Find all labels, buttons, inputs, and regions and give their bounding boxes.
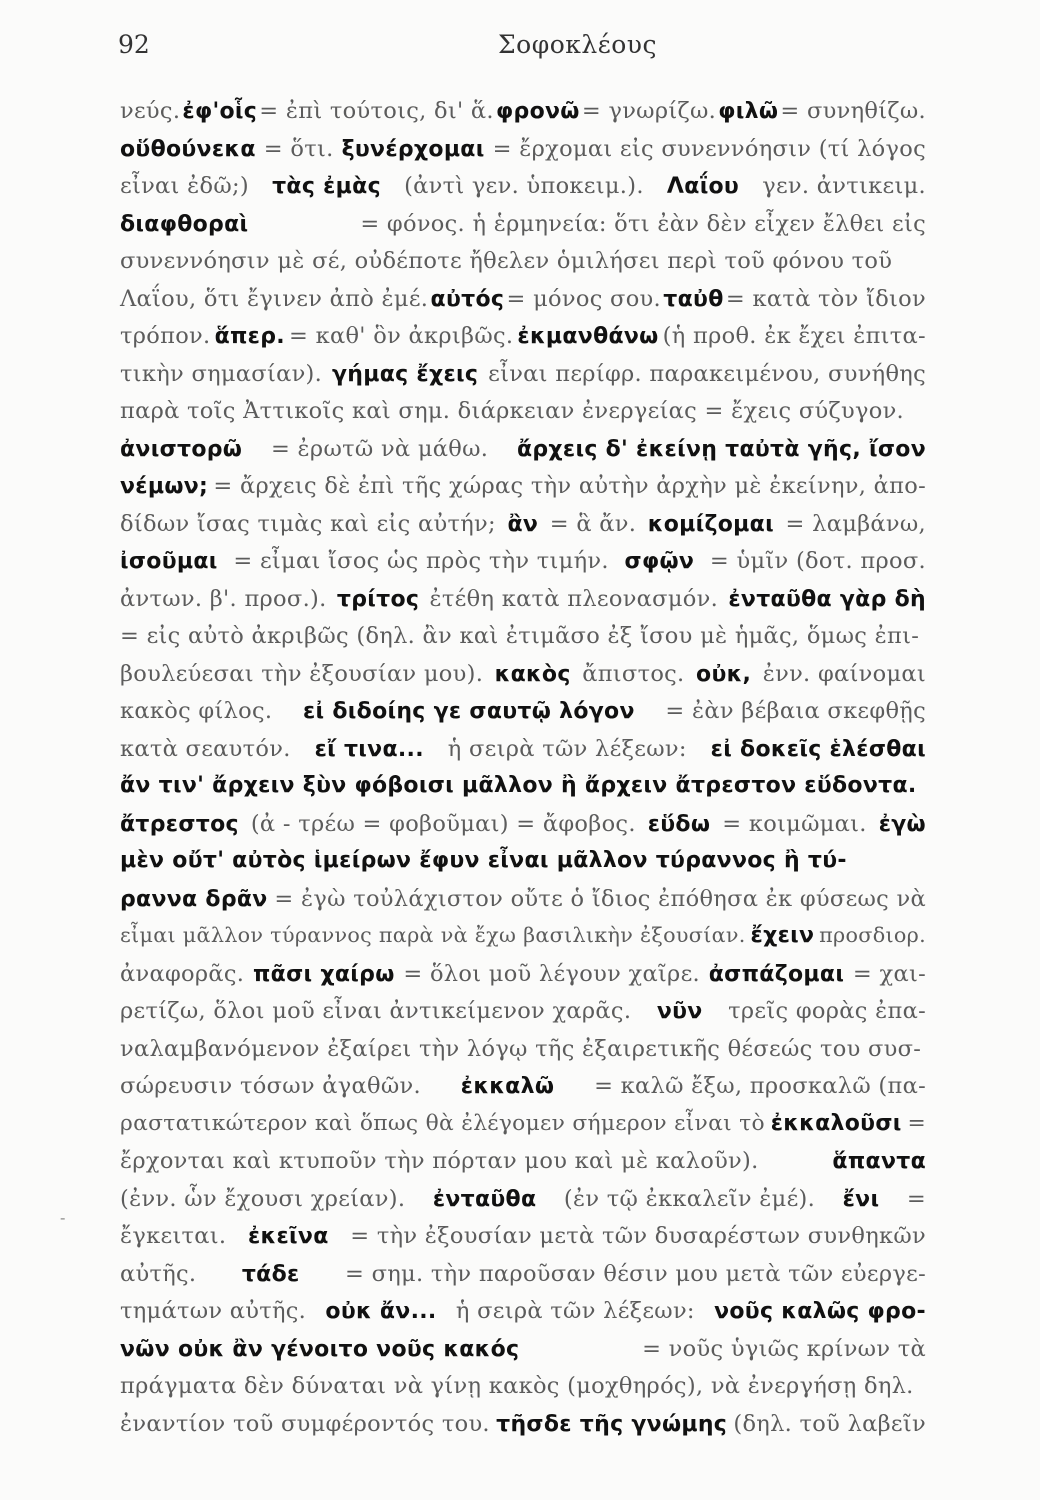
text-line: [120, 923, 926, 961]
lemma: ταὐθ: [663, 286, 724, 312]
gloss: ἡ σειρὰ τῶν λέξεων:: [455, 1298, 695, 1324]
lemma: ἄν τιν' ἄρχειν ξὺν φόβοισι μᾶλλον ἢ ἄρχειν ἄτρεστον εὕδοντα.: [120, 773, 917, 798]
gloss: =: [907, 1110, 926, 1136]
gloss: κατὰ σεαυτόν.: [120, 735, 291, 762]
text-line: [120, 1073, 926, 1111]
gloss: ἐνν. φαίνομαι: [762, 660, 926, 687]
lemma: τάδε: [241, 1261, 300, 1287]
gloss: Λαΐου, ὅτι ἔγινεν ἀπὸ ἐμέ.: [120, 285, 429, 312]
gloss: = νοῦς ὑγιῶς κρίνων τὰ: [642, 1335, 926, 1362]
lemma: ἐκεῖνα: [248, 1224, 329, 1249]
lemma: ἀνιστορῶ: [120, 436, 243, 462]
gloss: προσδιορ.: [819, 923, 926, 947]
text-line: [120, 473, 926, 511]
text-line: [120, 961, 926, 999]
lemma: εἰ διδοίης γε σαυτῷ λόγον: [302, 699, 635, 724]
lemma: τὰς ἐμὰς: [272, 174, 381, 199]
margin-mark: ‐: [60, 1208, 66, 1227]
lemma: διαφθοραὶ: [120, 211, 249, 237]
text-line: [120, 1148, 926, 1186]
gloss: συνεννόησιν μὲ σέ, οὐδέποτε ἤθελεν ὁμιλήσει περὶ τοῦ φόνου τοῦ: [120, 248, 893, 274]
lemma: νέμων;: [120, 474, 209, 499]
gloss: εἶναι ἐδῶ;): [120, 173, 249, 199]
lemma: ἔχειν: [750, 923, 815, 948]
gloss: = τὴν ἐξουσίαν μετὰ τῶν δυσαρέστων συνθηκῶν: [350, 1223, 926, 1249]
text-line: [120, 323, 926, 361]
lemma: νῶν οὐκ ἂν γένοιτο νοῦς κακός: [120, 1336, 520, 1362]
gloss: = ἐπὶ τούτοις, δι' ἅ.: [259, 98, 494, 124]
lemma: νοῦς καλῶς φρο-: [714, 1299, 926, 1324]
gloss: (ἡ προθ. ἐκ ἔχει ἐπιτα-: [662, 323, 926, 349]
text-line: [120, 586, 926, 624]
gloss: ναλαμβανόμενον ἐξαίρει τὴν λόγῳ τῆς ἐξαιρετικῆς θέσεώς του συσ-: [120, 1035, 922, 1062]
text-line: [120, 398, 926, 436]
text-line: [120, 998, 926, 1036]
lemma: ξυνέρχομαι: [341, 136, 485, 162]
text-line: [120, 248, 926, 286]
lemma: μὲν οὔτ' αὐτὸς ἱμείρων ἔφυν εἶναι μᾶλλον τύραννος ἢ τύ-: [120, 848, 847, 873]
lemma: σφῷν: [624, 549, 695, 574]
gloss: αὐτῆς.: [120, 1260, 197, 1287]
text-line: [120, 1336, 926, 1374]
text-line: [120, 736, 926, 774]
gloss: =: [906, 1185, 926, 1212]
lemma: αὐτός: [430, 286, 505, 312]
lemma: ἀσπάζομαι: [708, 961, 845, 987]
gloss: = εἰς αὐτὸ ἀκριβῶς (δηλ. ἂν καὶ ἐτιμᾶσο ἐξ ἴσου μὲ ἡμᾶς, ὅμως ἐπι-: [120, 623, 920, 649]
lemma: τῆσδε τῆς γνώμης: [496, 1411, 728, 1437]
gloss: ραστατικώτερον καὶ ὅπως θὰ ἐλέγομεν σήμερον εἶναι τὸ: [120, 1110, 765, 1136]
gloss: = ὅλοι μοῦ λέγουν χαῖρε.: [403, 960, 700, 987]
gloss: = συνηθίζω.: [780, 98, 926, 124]
gloss: (ἀντὶ γεν. ὑποκειμ.).: [404, 173, 644, 199]
lemma: ἅπαντα: [832, 1149, 926, 1174]
page-header: [118, 30, 928, 70]
text-line: [120, 286, 926, 324]
text-line: [120, 1186, 926, 1224]
gloss: = ὑμῖν (δοτ. προσ.: [709, 548, 926, 574]
lemma: ραννα δρᾶν: [120, 886, 268, 912]
text-line: [120, 1111, 926, 1149]
text-line: [120, 1298, 926, 1336]
gloss: ἀναφορᾶς.: [120, 960, 245, 987]
text-line: [120, 1411, 926, 1449]
gloss: = ἐὰν βέβαια σκεφθῇς: [665, 698, 926, 724]
lemma: νῦν: [656, 999, 703, 1024]
gloss: τημάτων αὐτῆς.: [120, 1298, 307, 1324]
text-line: [120, 886, 926, 924]
gloss: δίδων ἴσας τιμὰς καὶ εἰς αὐτήν;: [120, 510, 496, 537]
lemma: τρίτος: [336, 586, 420, 612]
text-line: [120, 548, 926, 586]
text-line: [120, 1373, 926, 1411]
lemma: οὕθούνεκα: [120, 136, 256, 162]
lemma: φρονῶ: [496, 99, 580, 124]
gloss: (ἀ - τρέω = φοβοῦμαι) = ἄφοβος.: [250, 810, 636, 837]
gloss: = λαμβάνω,: [785, 510, 926, 537]
gloss: = σημ. τὴν παροῦσαν θέσιν μου μετὰ τῶν εὐεργε-: [345, 1260, 926, 1287]
text-line: [120, 1036, 926, 1074]
gloss: ἄπιστος.: [582, 660, 685, 687]
text-line: [120, 511, 926, 549]
lemma: γήμας ἔχεις: [331, 361, 479, 387]
text-line: [120, 1223, 926, 1261]
text-line: [120, 773, 926, 811]
lemma: εἰ δοκεῖς ἑλέσθαι: [710, 736, 926, 762]
text-line: [120, 661, 926, 699]
gloss: = κατὰ τὸν ἴδιον: [725, 285, 926, 312]
text-line: [120, 1261, 926, 1299]
gloss: = ἄρχεις δὲ ἐπὶ τῆς χώρας τὴν αὐτὴν ἀρχὴν μὲ ἐκείνην, ἀπο-: [213, 473, 926, 499]
gloss: ἡ σειρὰ τῶν λέξεων:: [447, 735, 687, 762]
lemma: οὐκ ἄν...: [325, 1299, 437, 1324]
gloss: = εἶμαι ἴσος ὡς πρὸς τὴν τιμήν.: [233, 548, 609, 574]
gloss: = γνωρίζω.: [581, 98, 717, 124]
gloss: (δηλ. τοῦ λαβεῖν: [733, 1410, 926, 1437]
commentary-text: [120, 98, 926, 1448]
gloss: σώρευσιν τόσων ἀγαθῶν.: [120, 1073, 421, 1099]
gloss: = ἔρχομαι εἰς συνεννόησιν (τί λόγος: [492, 135, 926, 162]
lemma: οὐκ,: [696, 661, 752, 687]
lemma: εἴ τινα...: [314, 736, 424, 762]
running-title: Σοφοκλέους: [498, 30, 657, 59]
text-line: [120, 361, 926, 399]
gloss: βουλεύεσαι τὴν ἐξουσίαν μου).: [120, 660, 484, 687]
text-line: [120, 98, 926, 136]
gloss: τρόπον.: [120, 323, 211, 349]
lemma: ἰσοῦμαι: [120, 549, 218, 574]
text-line: [120, 136, 926, 174]
lemma: ἄτρεστος: [120, 811, 239, 837]
gloss: = ἐγὼ τοὐλάχιστον οὔτε ὁ ἴδιος ἐπόθησα ἐκ φύσεως νὰ: [274, 885, 926, 912]
text-line: [120, 848, 926, 886]
text-line: [120, 811, 926, 849]
gloss: = χαι-: [852, 960, 926, 987]
gloss: ἐναντίον τοῦ συμφέροντός του.: [120, 1410, 490, 1437]
gloss: εἶναι περίφρ. παρακειμένου, συνήθης: [488, 360, 926, 387]
gloss: = κοιμῶμαι.: [722, 810, 867, 837]
gloss: = καλῶ ἔξω, προσκαλῶ (πα-: [594, 1073, 926, 1099]
gloss: παρὰ τοῖς Ἀττικοῖς καὶ σημ. διάρκειαν ἐνεργείας = ἔχεις σύζυγον.: [120, 398, 905, 424]
lemma: ἐκμανθάνω: [517, 324, 659, 349]
text-line: [120, 436, 926, 474]
lemma: ἅπερ.: [214, 324, 285, 349]
lemma: πᾶσι χαίρω: [252, 961, 395, 987]
lemma: ἐνταῦθα: [432, 1186, 537, 1212]
gloss: εἶμαι μᾶλλον τύραννος παρὰ νὰ ἔχω βασιλικὴν ἐξουσίαν.: [120, 923, 746, 947]
gloss: τικὴν σημασίαν).: [120, 360, 323, 387]
lemma: ἄρχεις δ' ἐκείνῃ ταὐτὰ γῆς, ἴσον: [516, 436, 926, 462]
gloss: πράγματα δὲν δύναται νὰ γίνῃ κακὸς (μοχθηρός), νὰ ἐνεργήσῃ δηλ.: [120, 1373, 914, 1399]
lemma: κακὸς: [494, 661, 571, 687]
lemma: εὕδω: [647, 811, 711, 837]
text-line: [120, 211, 926, 249]
lemma: ἐκκαλοῦσι: [770, 1110, 902, 1136]
text-line: [120, 173, 926, 211]
lemma: ἐφ'οἷς: [182, 99, 258, 124]
lemma: φιλῶ: [718, 99, 779, 124]
gloss: ἔγκειται.: [120, 1223, 227, 1249]
lemma: ἂν: [507, 511, 539, 537]
gloss: (ἐνν. ὧν ἔχουσι χρείαν).: [120, 1185, 406, 1212]
gloss: τρεῖς φορὰς ἐπα-: [728, 998, 926, 1024]
lemma: κομίζομαι: [647, 511, 774, 537]
gloss: ἐτέθη κατὰ πλεονασμόν.: [429, 585, 719, 612]
gloss: = μόνος σου.: [506, 285, 661, 312]
text-line: [120, 623, 926, 661]
gloss: = ἃ ἄν.: [549, 510, 637, 537]
lemma: ἐνταῦθα γὰρ δὴ: [728, 586, 926, 612]
gloss: = καθ' ὃν ἀκριβῶς.: [289, 323, 514, 349]
gloss: ἔρχονται καὶ κτυποῦν τὴν πόρταν μου καὶ μὲ καλοῦν).: [120, 1148, 759, 1174]
lemma: ἐκκαλῶ: [460, 1074, 555, 1099]
gloss: = ὅτι.: [263, 135, 334, 162]
lemma: ἔνι: [842, 1186, 880, 1212]
lemma: ἐγὼ: [878, 811, 926, 837]
page-number: 92: [118, 30, 150, 59]
gloss: (ἐν τῷ ἐκκαλεῖν ἐμέ).: [563, 1185, 816, 1212]
gloss: ρετίζω, ὅλοι μοῦ εἶναι ἀντικείμενον χαρᾶς.: [120, 998, 632, 1024]
gloss: γεν. ἀντικειμ.: [762, 173, 926, 199]
gloss: νεύς.: [120, 98, 181, 124]
lemma: Λαΐου: [666, 174, 740, 199]
gloss: = ἐρωτῶ νὰ μάθω.: [270, 435, 489, 462]
text-line: [120, 698, 926, 736]
gloss: κακὸς φίλος.: [120, 698, 273, 724]
gloss: = φόνος. ἡ ἑρμηνεία: ὅτι ἐὰν δὲν εἶχεν ἔλθει εἰς: [360, 210, 926, 237]
gloss: ἀντων. β'. προσ.).: [120, 585, 327, 612]
